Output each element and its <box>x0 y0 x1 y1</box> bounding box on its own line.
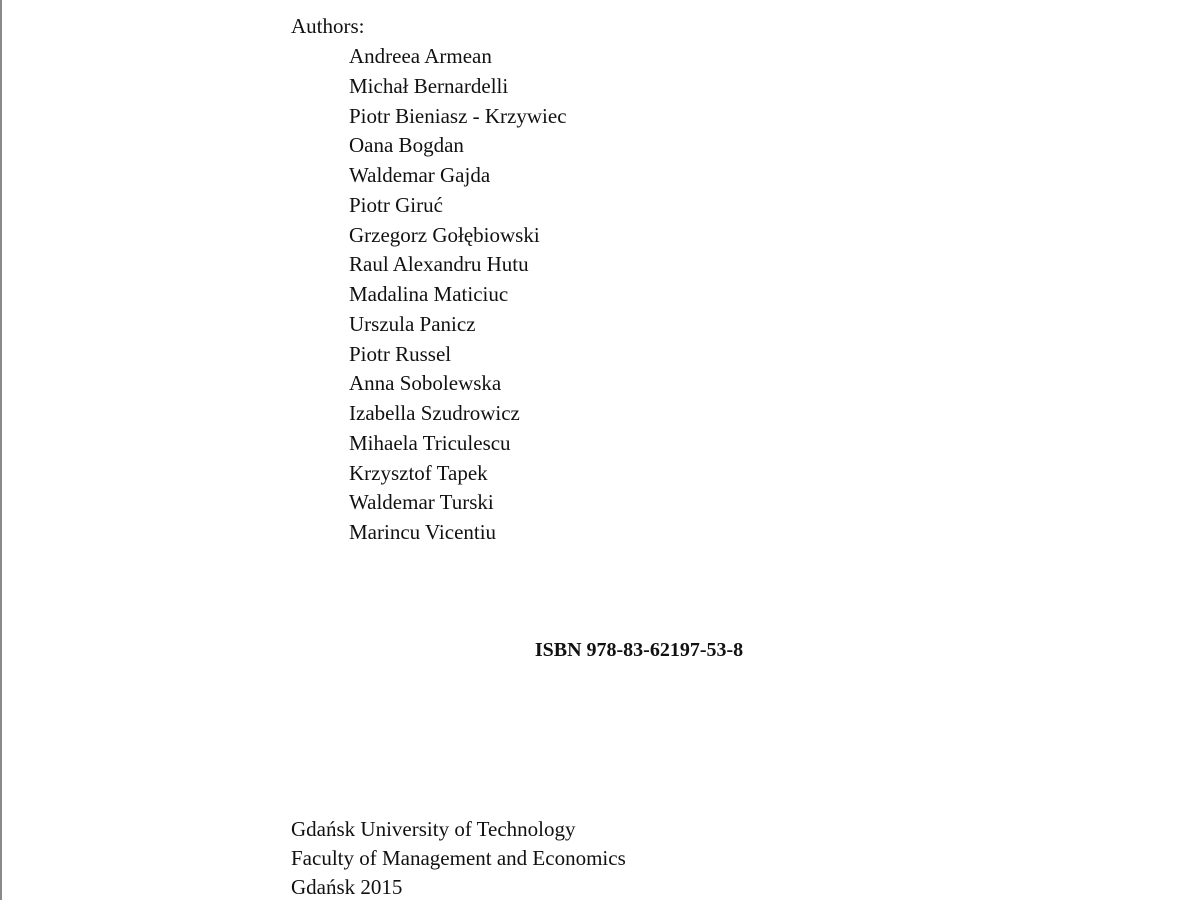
author-name: Waldemar Turski <box>349 490 494 515</box>
author-name: Piotr Russel <box>349 341 452 366</box>
isbn-number: ISBN 978-83-62197-53-8 <box>534 639 744 661</box>
imprint-faculty: Faculty of Management and Economics <box>291 846 626 870</box>
page-left-border <box>0 0 2 900</box>
author-name: Grzegorz Gołębiowski <box>349 222 540 247</box>
author-list <box>349 42 567 548</box>
author-name: Marincu Vicentiu <box>349 520 497 544</box>
author-name: Piotr Bieniasz - Krzywiec <box>349 103 567 128</box>
author-name: Izabella Szudrowicz <box>349 401 520 425</box>
author-name: Michał Bernardelli <box>349 73 509 98</box>
author-name: Mihaela Triculescu <box>349 430 511 455</box>
author-name: Piotr Giruć <box>349 192 443 217</box>
author-name: Krzysztof Tapek <box>349 460 488 485</box>
author-name: Oana Bogdan <box>349 133 464 158</box>
author-name: Madalina Maticiuc <box>349 282 509 306</box>
author-name: Urszula Panicz <box>349 311 476 336</box>
author-name: Andreea Armean <box>349 44 492 68</box>
imprint-place-year: Gdańsk 2015 <box>291 875 403 899</box>
authors-heading: Authors: <box>291 14 365 38</box>
author-name: Waldemar Gajda <box>349 163 491 187</box>
author-name: Anna Sobolewska <box>349 371 502 396</box>
imprint-block <box>291 815 626 900</box>
author-name: Raul Alexandru Hutu <box>349 252 529 277</box>
imprint-institution: Gdańsk University of Technology <box>291 817 576 841</box>
